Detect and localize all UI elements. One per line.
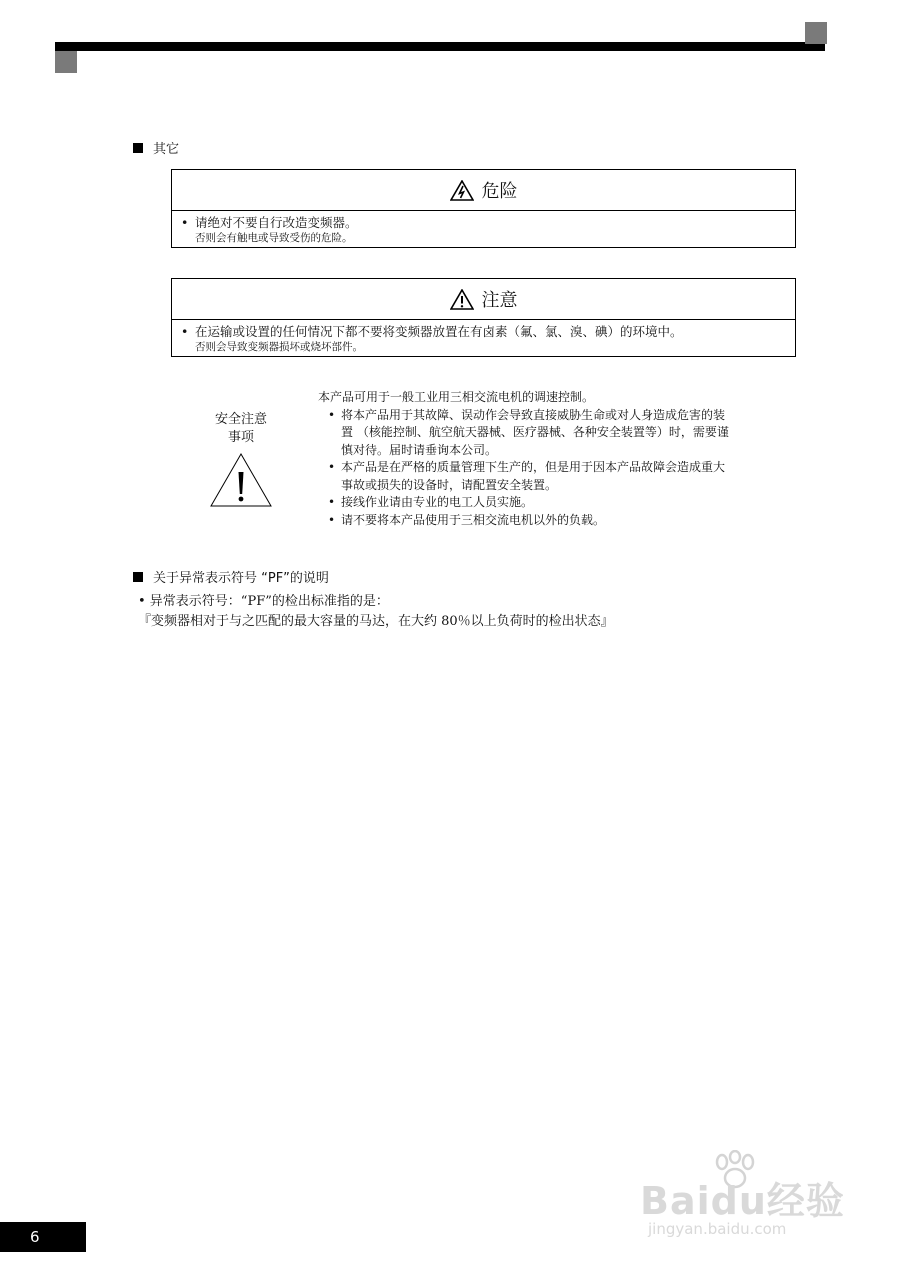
bullet: •: [328, 460, 336, 474]
safety-intro: 本产品可用于一般工业用三相交流电机的调速控制。: [318, 390, 595, 404]
danger-box-title: 危险: [481, 181, 518, 202]
section-other-title: 其它: [153, 142, 180, 157]
safety-label-line1: 安全注意: [214, 412, 267, 427]
bullet: •: [328, 512, 336, 527]
pf-line2: 『变频器相对于与之匹配的最大容量的马达，在大约 80％以上负荷时的检出状态』: [138, 614, 614, 629]
pf-text: [138, 592, 614, 632]
safety-item-line: 置 （核能控制、航空航天器械、医疗器械、各种安全装置等）时，需要谨: [341, 425, 729, 439]
caution-line2: 否则会导致变频器损坏或烧坏部件。: [195, 341, 363, 353]
caution-box: [171, 278, 796, 357]
safety-item-line: 本产品是在严格的质量管理下生产的，但是用于因本产品故障会造成重大: [341, 460, 726, 474]
pf-line1: • 异常表示符号：“PF”的检出标准指的是：: [138, 594, 389, 609]
danger-line2: 否则会有触电或导致受伤的危险。: [195, 232, 353, 244]
caution-box-header: [172, 279, 795, 320]
safety-item-line: 将本产品用于其故障、误动作会导致直接威胁生命或对人身造成危害的装: [341, 407, 726, 422]
safety-label-line2: 事项: [227, 430, 254, 445]
bullet: •: [181, 215, 189, 230]
safety-text: [318, 389, 788, 529]
header-rule: [55, 42, 825, 51]
safety-item-line: 请不要将本产品使用于三相交流电机以外的负载。: [341, 512, 606, 527]
watermark-url: jingyan.baidu.com: [648, 1220, 787, 1238]
safety-item-line: 事故或损失的设备时，请配置安全装置。: [341, 477, 558, 492]
bullet: •: [328, 495, 336, 509]
square-bullet-icon: [133, 572, 143, 582]
watermark: [640, 1150, 855, 1250]
electric-hazard-icon: [450, 180, 474, 201]
caution-line1: 在运输或设置的任何情况下都不要将变频器放置在有卤素（氟、氯、溴、碘）的环境中。: [195, 324, 683, 339]
bullet: •: [328, 407, 336, 422]
caution-box-title: 注意: [481, 290, 518, 311]
safety-item: [318, 407, 788, 460]
safety-item-line: 接线作业请由专业的电工人员实施。: [341, 495, 534, 509]
watermark-logo: Baidu经验: [640, 1179, 845, 1223]
safety-item-line: 慎对待。届时请垂询本公司。: [341, 442, 498, 457]
section-other-heading: [133, 138, 179, 157]
safety-item: [318, 494, 788, 512]
bullet: •: [181, 324, 189, 339]
safety-item: [318, 512, 788, 530]
exclamation-warning-icon: [450, 289, 474, 310]
page-number: 6: [0, 1222, 86, 1252]
safety-item: [318, 459, 788, 494]
danger-box-header: [172, 170, 795, 211]
section-pf-heading: [133, 567, 329, 586]
header-square-left: [55, 51, 77, 73]
danger-box: [171, 169, 796, 248]
safety-label: [205, 411, 277, 447]
danger-line1: 请绝对不要自行改造变频器。: [195, 215, 358, 230]
section-pf-title: 关于异常表示符号 “PF”的说明: [153, 571, 329, 586]
header-square-right: [805, 22, 827, 44]
square-bullet-icon: [133, 143, 143, 153]
safety-warning-icon: [209, 452, 273, 508]
